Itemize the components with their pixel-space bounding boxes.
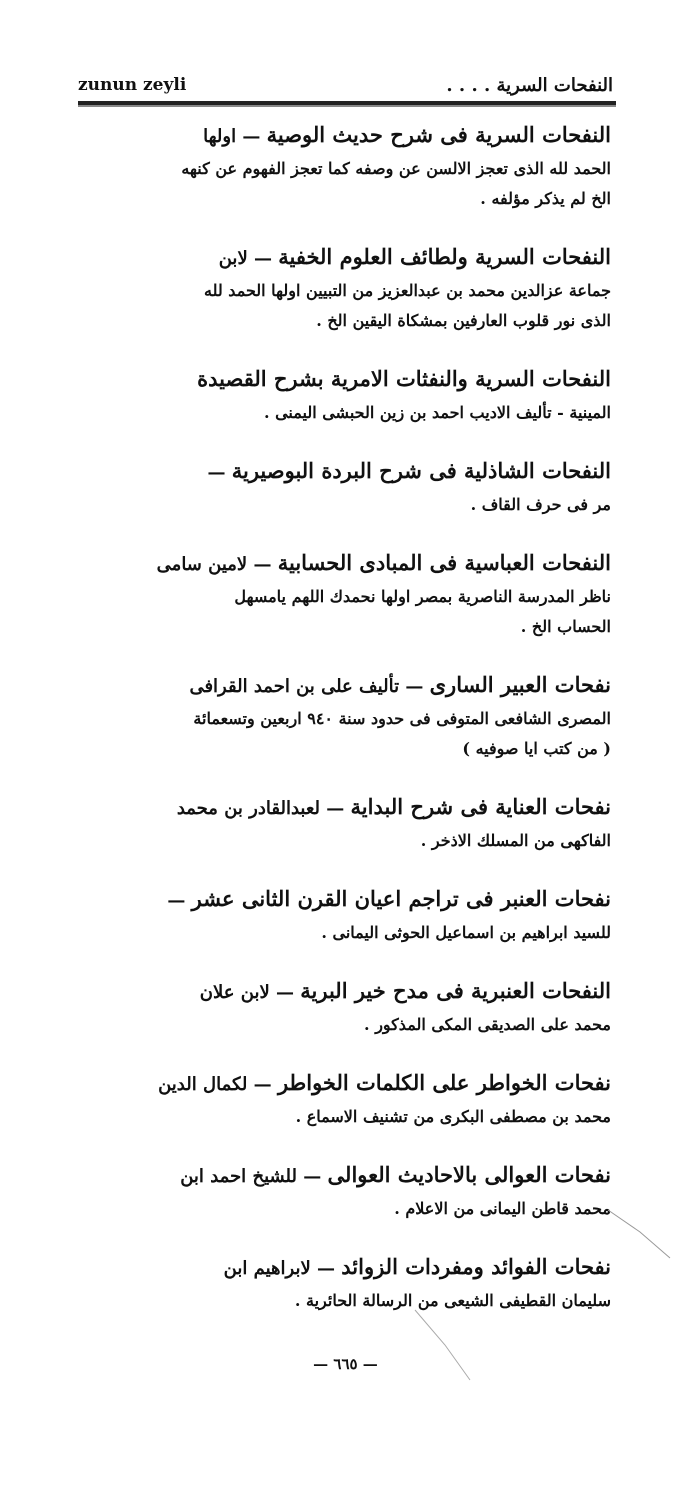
entry-author: — — [207, 462, 232, 483]
entry-continuation-line: ناظر المدرسة الناصرية بمصر اولها نحمدك اللهم يامسهل — [234, 587, 611, 606]
entry-continuation-line: محمد قاطن اليمانى من الاعلام . — [394, 1199, 611, 1218]
entry-title: نفحات العوالى بالاحاديث العوالى — [327, 1162, 611, 1187]
entry-title: نفحات الخواطر على الكلمات الخواطر — [277, 1070, 611, 1095]
entry-author: — — [167, 890, 192, 911]
entry-continuation-line: الذى نور قلوب العارفين بمشكاة اليقين الخ . — [316, 311, 611, 330]
header-left-title: zunun zeyli — [78, 75, 187, 95]
entry-title: نفحات العبير السارى — [429, 672, 611, 697]
entry-title: النفحات الشاذلية فى شرح البردة البوصيرية — [231, 458, 611, 483]
entry-continuation-line: جماعة عزالدين محمد بن عبدالعزيز من التبيين اولها الحمد لله — [203, 281, 611, 300]
entry-author: — لكمال الدين — [158, 1074, 278, 1095]
entry-continuation-line: الخ لم يذكر مؤلفه . — [480, 189, 611, 208]
entry-title: النفحات السرية والنفثات الامرية بشرح القصيدة — [197, 366, 611, 391]
entry-author: — لابراهيم ابن — [223, 1258, 342, 1279]
entry-continuation-line: المصرى الشافعى المتوفى فى حدود سنة ٩٤٠ اربعين وتسعمائة — [193, 709, 611, 728]
entry-continuation-line: ( من كتب ايا صوفيه ) — [462, 739, 611, 758]
entry-title: النفحات السرية ولطائف العلوم الخفية — [278, 244, 611, 269]
entry-title: نفحات العنبر فى تراجم اعيان القرن الثانى عشر — [191, 886, 611, 911]
entry-title: النفحات السرية فى شرح حديث الوصية — [266, 122, 611, 147]
page-number: — ٦٦٥ — — [313, 1355, 378, 1373]
entry-author: — لابن — [218, 248, 279, 269]
entry-continuation-line: الحمد لله الذى تعجز الالسن عن وصفه كما تعجز الفهوم عن كنهه — [181, 159, 611, 178]
entry-author: — لامين سامى — [156, 554, 278, 575]
entry-author: — اولها — [203, 126, 267, 147]
entry-author: — لعبدالقادر بن محمد — [176, 798, 351, 819]
entry-continuation-line: للسيد ابراهيم بن اسماعيل الحوثى اليمانى . — [321, 923, 611, 942]
entry-continuation-line: مر فى حرف القاف . — [470, 495, 611, 514]
entry-title: نفحات الفوائد ومفردات الزوائد — [341, 1254, 611, 1279]
entry-title: النفحات العنبرية فى مدح خير البرية — [300, 978, 611, 1003]
entry-continuation-line: الحساب الخ . — [520, 617, 611, 636]
entry-title: النفحات العباسية فى المبادى الحسابية — [277, 550, 611, 575]
entry-continuation-line: محمد على الصديقى المكى المذكور . — [364, 1015, 611, 1034]
entry-author: — للشيخ احمد ابن — [180, 1166, 328, 1187]
entry-continuation-line: محمد بن مصطفى البكرى من تشنيف الاسماع . — [295, 1107, 611, 1126]
entry-title: نفحات العناية فى شرح البداية — [350, 794, 611, 819]
entry-continuation-line: الفاكهى من المسلك الاذخر . — [420, 831, 611, 850]
entry-continuation-line: سليمان القطيفى الشيعى من الرسالة الحائرية . — [294, 1291, 611, 1310]
entry-continuation-line: المينية - تأليف الاديب احمد بن زين الحبشى اليمنى . — [263, 403, 611, 422]
header-right-title: النفحات السرية . . . . — [446, 74, 613, 96]
entry-author: — لابن علان — [199, 982, 301, 1003]
entry-author: — تأليف على بن احمد القرافى — [189, 676, 430, 697]
